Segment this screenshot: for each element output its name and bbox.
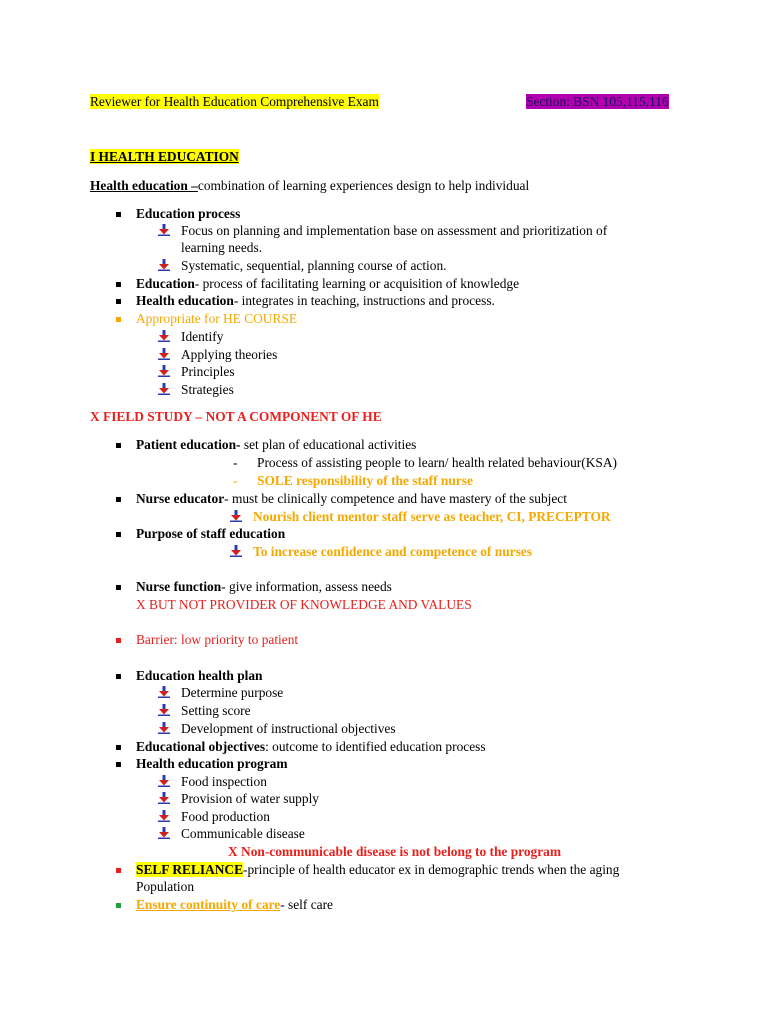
list-item: Setting score: [181, 703, 251, 718]
program-note: X Non-communicable disease is not belong to the program: [228, 844, 562, 859]
health-education-line: Health education- integrates in teaching, instructions and process.: [136, 293, 495, 308]
square-bullet-icon: [116, 745, 121, 750]
arrow-bullet-icon: [158, 259, 170, 271]
list-item: Systematic, sequential, planning course of action.: [181, 258, 447, 273]
list-item: Food production: [181, 809, 270, 824]
square-bullet-icon: [116, 638, 121, 643]
arrow-bullet-icon: [158, 365, 170, 377]
arrow-bullet-icon: [230, 510, 242, 522]
definition-text: combination of learning experiences design to help individual: [197, 178, 530, 193]
square-bullet-icon: [116, 532, 121, 537]
arrow-bullet-icon: [158, 224, 170, 236]
education-process-label: Education process: [136, 206, 241, 221]
list-item: Food inspection: [181, 774, 267, 789]
arrow-bullet-icon: [158, 722, 170, 734]
square-bullet-icon: [116, 497, 121, 502]
arrow-bullet-icon: [158, 330, 170, 342]
square-bullet-icon: [116, 903, 121, 908]
square-bullet-icon: [116, 762, 121, 767]
list-item: Provision of water supply: [181, 791, 319, 806]
list-item: learning needs.: [181, 240, 263, 255]
square-bullet-icon: [116, 299, 121, 304]
square-bullet-icon: [116, 585, 121, 590]
list-item: Applying theories: [181, 347, 278, 362]
list-item: To increase confidence and competence of nurses: [253, 544, 532, 559]
health-plan-label: Education health plan: [136, 668, 263, 683]
square-bullet-icon: [116, 317, 121, 322]
arrow-bullet-icon: [158, 348, 170, 360]
list-item: SOLE responsibility of the staff nurse: [257, 473, 473, 488]
document-title: Reviewer for Health Education Comprehensive Exam: [90, 94, 379, 109]
arrow-bullet-icon: [158, 792, 170, 804]
definition-line: [90, 177, 529, 194]
dash-marker: -: [233, 455, 238, 470]
arrow-bullet-icon: [158, 827, 170, 839]
nurse-educator-line: Nurse educator- must be clinically competence and have mastery of the subject: [136, 491, 567, 506]
arrow-bullet-icon: [158, 704, 170, 716]
field-study-note: X FIELD STUDY – NOT A COMPONENT OF HE: [90, 409, 382, 424]
arrow-bullet-icon: [230, 545, 242, 557]
self-reliance-line: SELF RELIANCE-principle of health educator ex in demographic trends when the aging: [136, 862, 620, 877]
list-item: Principles: [181, 364, 235, 379]
list-item: Nourish client mentor staff serve as teacher, CI, PRECEPTOR: [253, 509, 611, 524]
program-label: Health education program: [136, 756, 288, 771]
barrier-line: Barrier: low priority to patient: [136, 632, 299, 647]
arrow-bullet-icon: [158, 810, 170, 822]
square-bullet-icon: [116, 443, 121, 448]
appropriate-label: Appropriate for HE COURSE: [136, 311, 298, 326]
continuity-line: Ensure continuity of care- self care: [136, 897, 333, 912]
section-label: Section: BSN 105,115,116: [526, 94, 669, 109]
square-bullet-icon: [116, 282, 121, 287]
patient-education-line: Patient education- set plan of educational activities: [136, 437, 417, 452]
dash-marker: -: [233, 473, 238, 488]
list-item: Determine purpose: [181, 685, 284, 700]
self-reliance-cont: Population: [136, 879, 195, 894]
section-heading: I HEALTH EDUCATION: [90, 149, 239, 164]
education-line: Education- process of facilitating learning or acquisition of knowledge: [136, 276, 520, 291]
arrow-bullet-icon: [158, 686, 170, 698]
list-item: Focus on planning and implementation base on assessment and prioritization of: [181, 223, 608, 238]
square-bullet-icon: [116, 674, 121, 679]
objectives-line: Educational objectives: outcome to identified education process: [136, 739, 486, 754]
square-bullet-icon: [116, 212, 121, 217]
arrow-bullet-icon: [158, 383, 170, 395]
staff-education-label: Purpose of staff education: [136, 526, 286, 541]
nurse-function-note: X BUT NOT PROVIDER OF KNOWLEDGE AND VALUES: [136, 597, 472, 612]
list-item: Development of instructional objectives: [181, 721, 396, 736]
nurse-function-line: Nurse function- give information, assess needs: [136, 579, 392, 594]
list-item: Communicable disease: [181, 826, 305, 841]
list-item: Identify: [181, 329, 224, 344]
list-item: Strategies: [181, 382, 234, 397]
square-bullet-icon: [116, 868, 121, 873]
definition-term: Health education –: [90, 178, 198, 193]
arrow-bullet-icon: [158, 775, 170, 787]
list-item: Process of assisting people to learn/ health related behaviour(KSA): [257, 455, 617, 470]
